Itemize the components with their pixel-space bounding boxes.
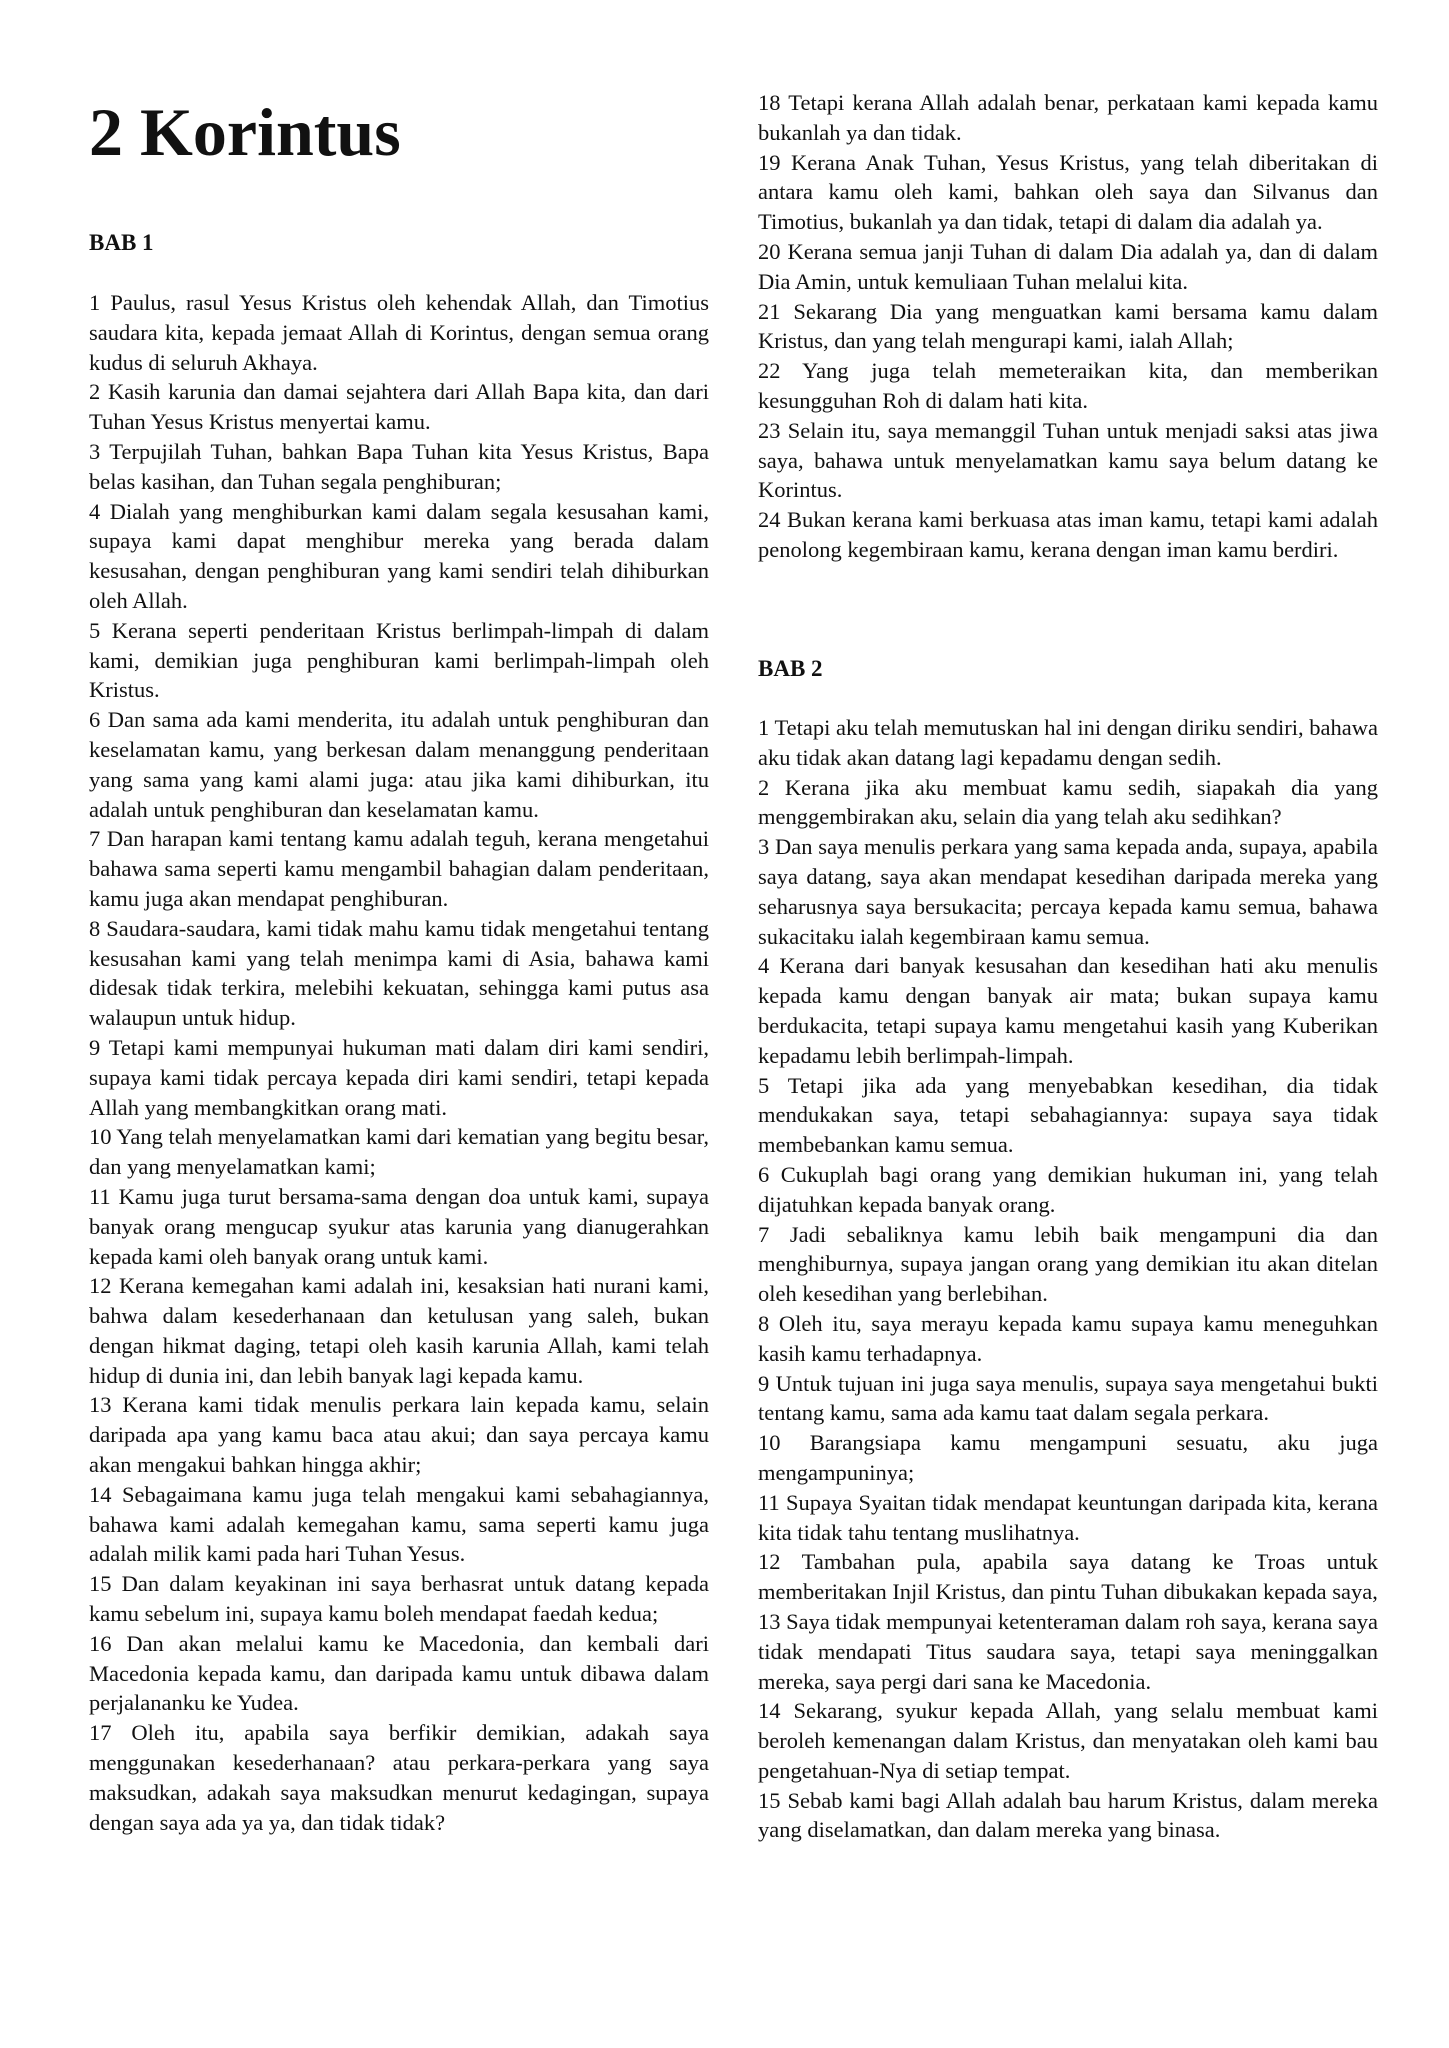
verse: 10 Barangsiapa kamu mengampuni sesuatu, aku juga mengampuninya; — [758, 1430, 1378, 1485]
verse: 4 Dialah yang menghiburkan kami dalam segala kesusahan kami, supaya kami dapat menghibur mereka yang berada dalam kesusahan, dengan penghiburan yang kami sendiri telah dihiburkan oleh Allah. — [89, 498, 709, 613]
verse: 5 Tetapi jika ada yang menyebabkan kesedihan, dia tidak mendukakan saya, tetapi sebahagiannya: supaya saya tidak membebankan kamu semua. — [758, 1072, 1378, 1158]
book-title: 2 Korintus — [89, 94, 401, 170]
verse: 7 Jadi sebaliknya kamu lebih baik mengampuni dia dan menghiburnya, supaya jangan orang yang demikian itu akan ditelan oleh kesedihan yang berlebihan. — [758, 1221, 1378, 1307]
verse: 8 Oleh itu, saya merayu kepada kamu supaya kamu meneguhkan kasih kamu terhadapnya. — [758, 1310, 1378, 1366]
verse: 7 Dan harapan kami tentang kamu adalah teguh, kerana mengetahui bahawa sama seperti kamu mengambil bahagian dalam penderitaan, kamu juga akan mendapat penghiburan. — [89, 826, 709, 911]
verse: 17 Oleh itu, apabila saya berfikir demikian, adakah saya menggunakan kesederhanaan? atau perkara-perkara yang saya maksudkan, adakah saya maksudkan menurut kedagingan, supaya dengan saya ada ya ya, dan tidak tidak? — [89, 1720, 709, 1835]
verse: 2 Kasih karunia dan damai sejahtera dari Allah Bapa kita, dan dari Tuhan Yesus Kristus menyertai kamu. — [89, 379, 709, 435]
verse: 11 Kamu juga turut bersama-sama dengan doa untuk kami, supaya banyak orang mengucap syukur atas karunia yang dianugerahkan kepada kami oleh banyak orang untuk kami. — [89, 1183, 709, 1269]
chapter-heading: BAB 2 — [758, 656, 823, 681]
verse: 6 Cukuplah bagi orang yang demikian hukuman ini, yang telah dijatuhkan kepada banyak orang. — [758, 1161, 1378, 1217]
verse: 14 Sekarang, syukur kepada Allah, yang selalu membuat kami beroleh kemenangan dalam Kristus, dan menyatakan oleh kami bau pengetahuan-Nya di setiap tempat. — [758, 1698, 1378, 1783]
verse: 9 Tetapi kami mempunyai hukuman mati dalam diri kami sendiri, supaya kami tidak percaya kepada diri kami sendiri, tetapi kepada Allah yang membangkitkan orang mati. — [89, 1034, 709, 1120]
verse: 1 Tetapi aku telah memutuskan hal ini dengan diriku sendiri, bahawa aku tidak akan datang lagi kepadamu dengan sedih. — [758, 715, 1378, 770]
verse: 21 Sekarang Dia yang menguatkan kami bersama kamu dalam Kristus, dan yang telah mengurapi kami, ialah Allah; — [758, 298, 1378, 354]
verse: 15 Sebab kami bagi Allah adalah bau harum Kristus, dalam mereka yang diselamatkan, dan dalam mereka yang binasa. — [758, 1787, 1378, 1843]
verse: 3 Dan saya menulis perkara yang sama kepada anda, supaya, apabila saya datang, saya akan mendapat kesedihan daripada mereka yang seharusnya saya bersukacita; percaya kepada kamu semua, bahawa sukacitaku ialah kegembiraan kamu semua. — [758, 834, 1378, 949]
verse: 15 Dan dalam keyakinan ini saya berhasrat untuk datang kepada kamu sebelum ini, supaya kamu boleh mendapat faedah kedua; — [89, 1571, 709, 1627]
verse: 13 Saya tidak mempunyai ketenteraman dalam roh saya, kerana saya tidak mendapati Titus saudara saya, tetapi saya meninggalkan mereka, saya pergi dari sana ke Macedonia. — [758, 1608, 1378, 1694]
verse: 3 Terpujilah Tuhan, bahkan Bapa Tuhan kita Yesus Kristus, Bapa belas kasihan, dan Tuhan segala penghiburan; — [89, 438, 709, 494]
verse: 19 Kerana Anak Tuhan, Yesus Kristus, yang telah diberitakan di antara kamu oleh kami, bahkan oleh saya dan Silvanus dan Timotius, bukanlah ya dan tidak, tetapi di dalam dia adalah ya. — [758, 149, 1378, 235]
verse: 18 Tetapi kerana Allah adalah benar, perkataan kami kepada kamu bukanlah ya dan tidak. — [758, 90, 1378, 145]
verse: 23 Selain itu, saya memanggil Tuhan untuk menjadi saksi atas jiwa saya, bahawa untuk menyelamatkan kamu saya belum datang ke Korintus. — [758, 417, 1378, 503]
verse: 12 Tambahan pula, apabila saya datang ke Troas untuk memberitakan Injil Kristus, dan pintu Tuhan dibukakan kepada saya, — [758, 1549, 1378, 1605]
verse-list — [758, 713, 1378, 1845]
verse: 20 Kerana semua janji Tuhan di dalam Dia adalah ya, dan di dalam Dia Amin, untuk kemuliaan Tuhan melalui kita. — [758, 238, 1378, 294]
verse: 16 Dan akan melalui kamu ke Macedonia, dan kembali dari Macedonia kepada kamu, dan daripada kamu untuk dibawa dalam perjalananku ke Yudea. — [89, 1630, 709, 1716]
verse: 22 Yang juga telah memeteraikan kita, dan memberikan kesungguhan Roh di dalam hati kita. — [758, 358, 1378, 413]
verse: 13 Kerana kami tidak menulis perkara lain kepada kamu, selain daripada apa yang kamu baca atau akui; dan saya percaya kamu akan mengakui bahkan hingga akhir; — [89, 1392, 709, 1478]
verse-list — [758, 88, 1378, 565]
verse: 8 Saudara-saudara, kami tidak mahu kamu tidak mengetahui tentang kesusahan kami yang telah menimpa kami di Asia, bahawa kami didesak tidak terkira, melebihi kekuatan, sehingga kami putus asa walaupun untuk hidup. — [89, 915, 709, 1031]
verse: 24 Bukan kerana kami berkuasa atas iman kamu, tetapi kami adalah penolong kegembiraan kamu, kerana dengan iman kamu berdiri. — [758, 507, 1378, 562]
verse: 14 Sebagaimana kamu juga telah mengakui kami sebahagiannya, bahawa kami adalah kemegahan kamu, sama seperti kamu juga adalah milik kami pada hari Tuhan Yesus. — [89, 1481, 709, 1567]
chapter-heading: BAB 1 — [89, 230, 154, 255]
verse: 6 Dan sama ada kami menderita, itu adalah untuk penghiburan dan keselamatan kamu, yang berkesan dalam menanggung penderitaan yang sama yang kami alami juga: atau jika kami dihiburkan, itu adalah untuk penghiburan dan keselamatan kamu. — [89, 707, 709, 822]
verse: 4 Kerana dari banyak kesusahan dan kesedihan hati aku menulis kepada kamu dengan banyak air mata; bukan supaya kamu berdukacita, tetapi supaya kamu mengetahui kasih yang Kuberikan kepadamu lebih berlimpah-limpah. — [758, 953, 1378, 1068]
verse: 9 Untuk tujuan ini juga saya menulis, supaya saya mengetahui bukti tentang kamu, sama ada kamu taat dalam segala perkara. — [758, 1370, 1378, 1426]
verse: 12 Kerana kemegahan kami adalah ini, kesaksian hati nurani kami, bahwa dalam kesederhanaan dan ketulusan yang saleh, bukan dengan hikmat daging, tetapi oleh kasih karunia Allah, kami telah hidup di dunia ini, dan lebih banyak lagi kepada kamu. — [89, 1273, 709, 1388]
verse: 11 Supaya Syaitan tidak mendapat keuntungan daripada kita, kerana kita tidak tahu tentang muslihatnya. — [758, 1489, 1378, 1545]
verse-list — [89, 288, 709, 1837]
verse: 10 Yang telah menyelamatkan kami dari kematian yang begitu besar, dan yang menyelamatkan kami; — [89, 1124, 709, 1180]
verse: 5 Kerana seperti penderitaan Kristus berlimpah-limpah di dalam kami, demikian juga penghiburan kami berlimpah-limpah oleh Kristus. — [89, 617, 709, 703]
verse: 2 Kerana jika aku membuat kamu sedih, siapakah dia yang menggembirakan aku, selain dia yang telah aku sedihkan? — [758, 774, 1378, 830]
verse: 1 Paulus, rasul Yesus Kristus oleh kehendak Allah, dan Timotius saudara kita, kepada jemaat Allah di Korintus, dengan semua orang kudus di seluruh Akhaya. — [89, 290, 709, 375]
